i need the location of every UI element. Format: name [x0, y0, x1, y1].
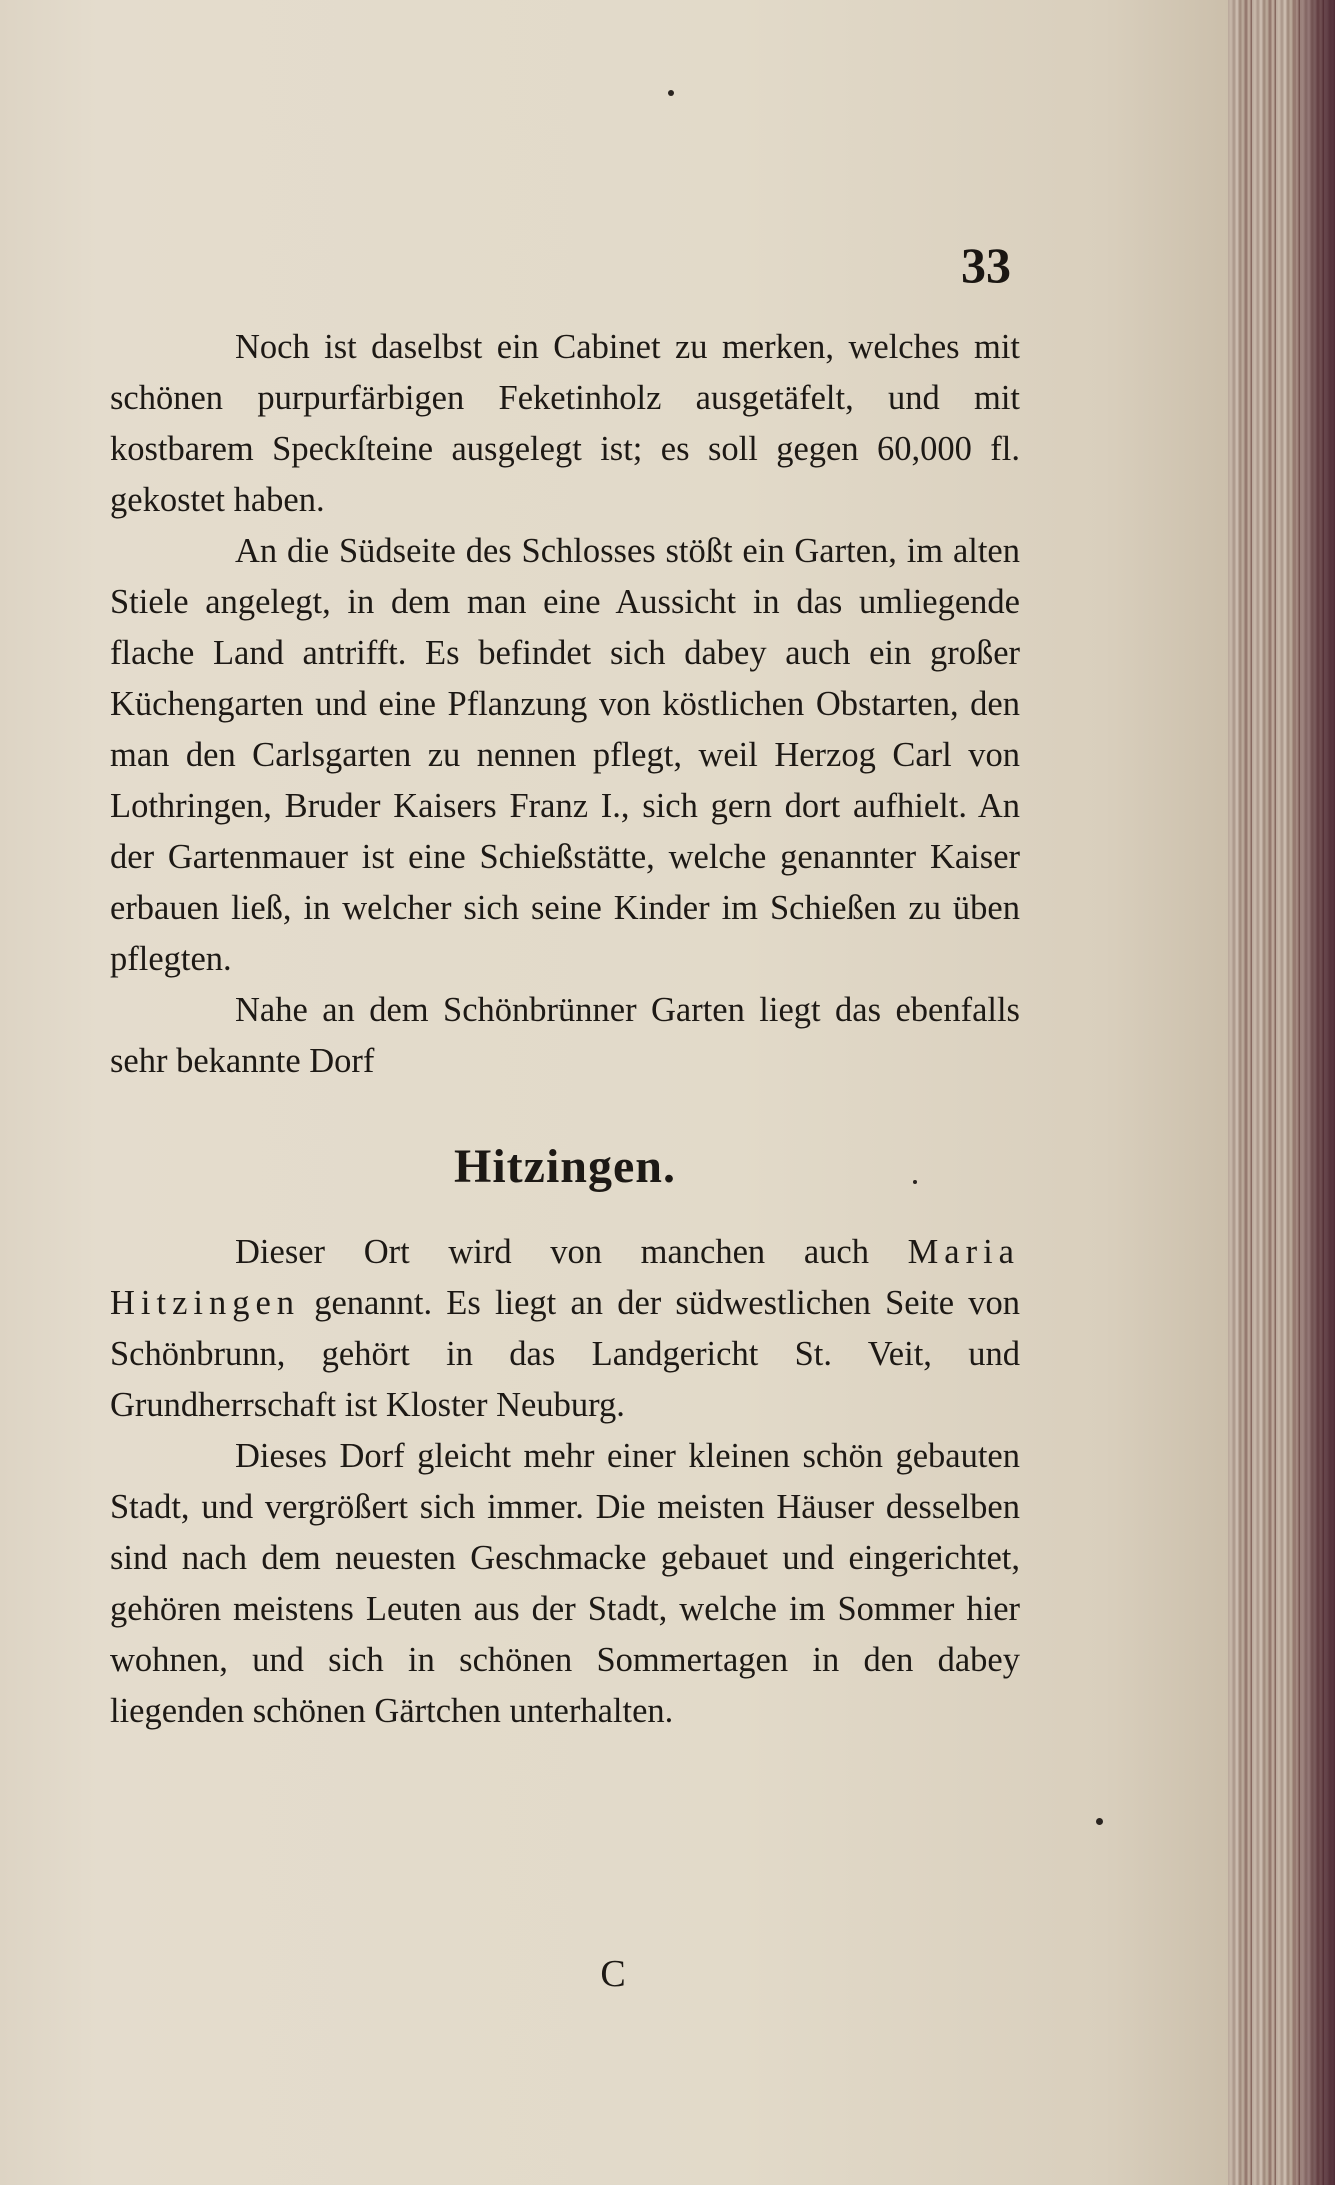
- page-edges: [1228, 0, 1335, 2185]
- section-heading: Hitzingen.: [454, 1140, 676, 1193]
- paper-speck: [913, 1180, 917, 1184]
- paragraph-hitzingen-description: Dieses Dorf gleicht mehr einer kleinen schön gebauten Stadt, und vergrößert sich immer. Die meisten Häuser desselben sind nach dem neuesten Geschmacke gebauet und eingerichtet, gehören meistens Leuten aus der Stadt, welche im Sommer hier wohnen, und sich in schönen Sommertagen in den dabey liegenden schönen Gärtchen unterhalten.: [110, 1437, 1020, 1730]
- paragraph-garden: An die Südseite des Schlosses stößt ein Garten, im alten Stiele angelegt, in dem man eine Aussicht in das umliegende flache Land antrifft. Es befindet sich dabey auch ein großer Küchengarten und eine Pflanzung von köstlichen Obstarten, den man den Carlsgarten zu nennen pflegt, weil Herzog Carl von Lothringen, Bruder Kaisers Franz I., sich gern dort aufhielt. An der Gartenmauer ist eine Schießstätte, welche genannter Kaiser erbauen ließ, in welcher sich seine Kinder im Schießen zu üben pflegten.: [110, 532, 1020, 978]
- spaced-place-name: Maria Hitzingen: [110, 1233, 1020, 1322]
- paper-speck: [1096, 1818, 1103, 1825]
- paragraph-village-intro: Nahe an dem Schönbrünner Garten liegt das ebenfalls sehr bekannte Dorf: [110, 991, 1020, 1080]
- paper-speck: [668, 90, 674, 96]
- paragraph-hitzingen-name: [110, 1227, 1020, 1431]
- paragraph-hitzingen-name-end: genannt. Es liegt an der südwestlichen Seite von Schönbrunn, gehört in das Landgericht St. Veit, und Grundherrschaft ist Kloster Neuburg.: [110, 1284, 1020, 1424]
- paragraph-hitzingen-name-start: Dieser Ort wird von manchen auch: [235, 1233, 908, 1271]
- page-text: [110, 322, 1020, 1737]
- signature-mark: C: [600, 1953, 626, 1995]
- page-number: 33: [961, 237, 1011, 293]
- paragraph-cabinet: Noch ist daselbst ein Cabinet zu merken, welches mit schönen purpurfärbigen Feketinholz ausgetäfelt, und mit kostbarem Speckſteine ausgelegt ist; es soll gegen 60,000 fl. gekostet haben.: [110, 328, 1020, 519]
